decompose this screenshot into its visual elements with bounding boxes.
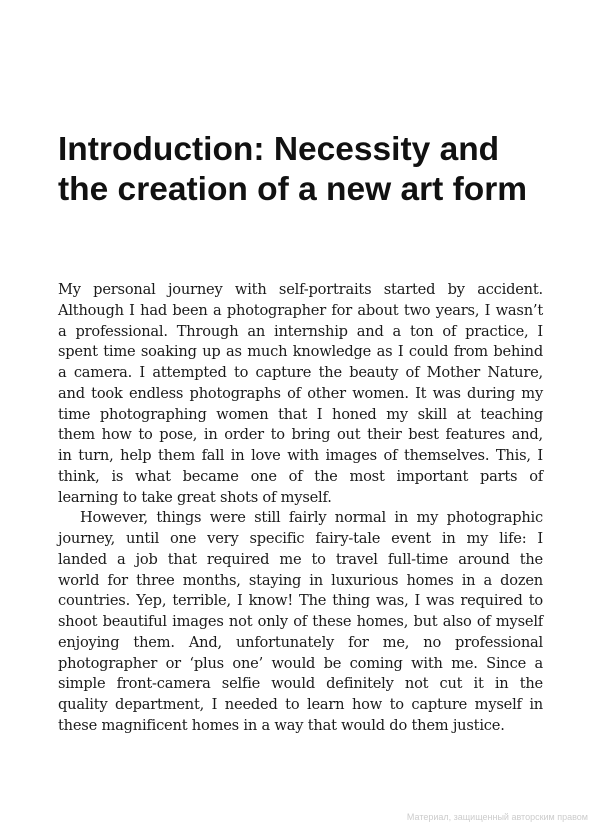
text-line: However, things were still fairly normal in my photographic — [80, 509, 543, 527]
text-line: think, is what became one of the most important parts of — [58, 467, 543, 485]
copyright-watermark: Материал, защищенный авторским правом — [406, 812, 588, 822]
text-line: landed a job that required me to travel full-time around the — [58, 550, 543, 568]
text-line: spent time soaking up as much knowledge as I could from behind — [58, 343, 543, 361]
text-line: learning to take great shots of myself. — [58, 488, 332, 506]
chapter-title — [58, 130, 558, 210]
text-line: shoot beautiful images not only of these homes, but also of myself — [58, 613, 543, 630]
text-line: My personal journey with self-portraits started by accident. — [58, 281, 543, 298]
text-line: and took endless photographs of other women. It was during my — [58, 384, 543, 402]
paragraph — [58, 508, 543, 736]
text-line: these magnificent homes in a way that would do them justice. — [58, 716, 505, 734]
text-line: world for three months, staying in luxurious homes in a dozen — [58, 571, 543, 589]
text-line: journey, until one very specific fairy-tale event in my life: I — [58, 530, 543, 547]
text-line: them how to pose, in order to bring out their best features and, — [58, 426, 543, 444]
text-line: Although I had been a photographer for about two years, I wasn’t — [58, 301, 543, 319]
body-text — [58, 280, 543, 737]
title-line: Introduction: Necessity and — [58, 131, 500, 168]
text-line: in turn, help them fall in love with images of themselves. This, I — [58, 447, 543, 464]
text-line: quality department, I needed to learn how to capture myself in — [58, 696, 543, 713]
text-line: a camera. I attempted to capture the beauty of Mother Nature, — [58, 364, 543, 381]
text-line: time photographing women that I honed my skill at teaching — [58, 405, 543, 423]
text-line: photographer or ‘plus one’ would be coming with me. Since a — [58, 654, 543, 672]
paragraph — [58, 280, 543, 508]
text-line: a professional. Through an internship and a ton of practice, I — [58, 322, 543, 340]
title-line: the creation of a new art form — [58, 171, 528, 208]
text-line: enjoying them. And, unfortunately for me, no professional — [58, 633, 543, 651]
text-line: simple front-camera selfie would definitely not cut it in the — [58, 675, 543, 693]
text-line: countries. Yep, terrible, I know! The thing was, I was required to — [58, 592, 543, 610]
